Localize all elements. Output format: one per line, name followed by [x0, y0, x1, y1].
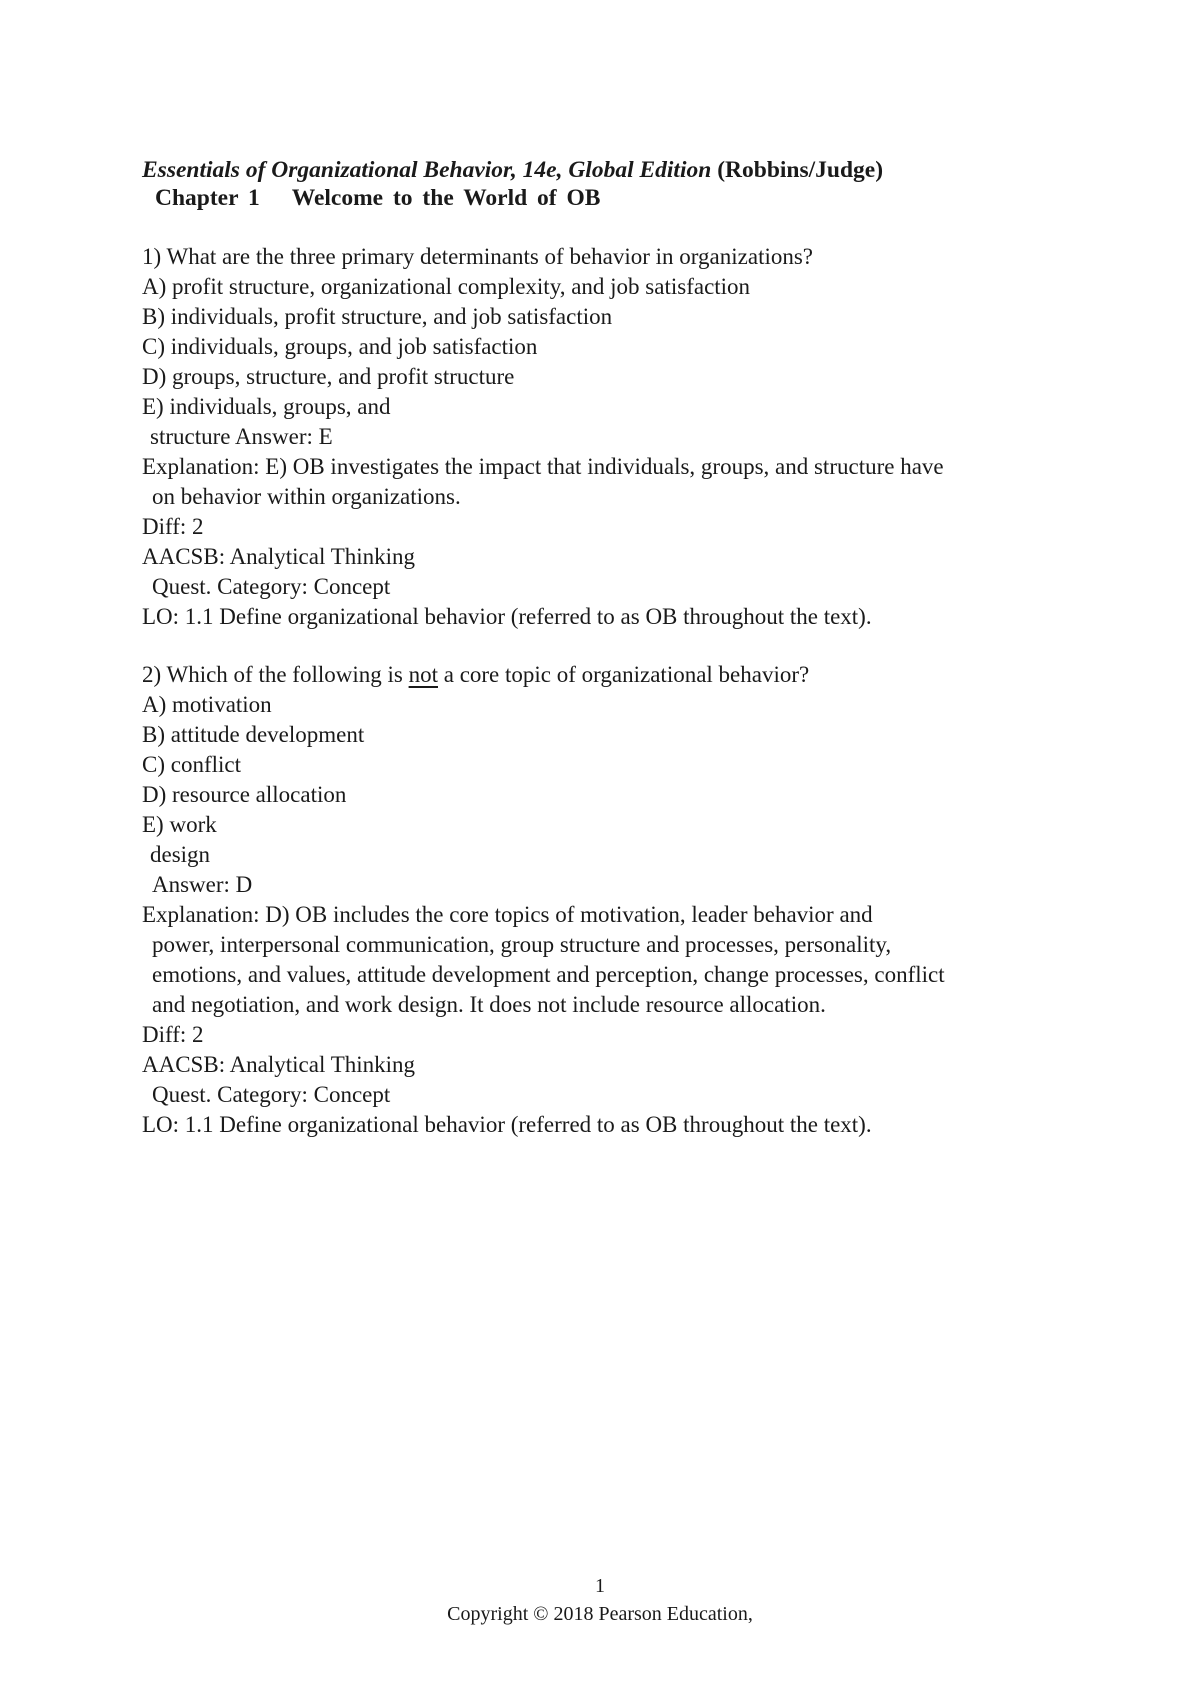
difficulty: Diff: 2: [142, 514, 204, 539]
option-e: E) work: [142, 812, 217, 837]
option-d: D) resource allocation: [142, 782, 347, 807]
learning-objective: LO: 1.1 Define organizational behavior (referred to as OB throughout the text).: [142, 1112, 872, 1137]
explanation-line-2: on behavior within organizations.: [152, 484, 461, 509]
explanation-line-1: Explanation: D) OB includes the core topics of motivation, leader behavior and: [142, 902, 873, 927]
chapter-title: Welcome to the World of OB: [291, 185, 601, 211]
question-text: 1) What are the three primary determinants of behavior in organizations?: [142, 244, 814, 269]
question-text-end: a core topic of organizational behavior?: [437, 662, 810, 687]
aacsb: AACSB: Analytical Thinking: [142, 1052, 416, 1077]
option-c: C) individuals, groups, and job satisfaction: [142, 334, 538, 359]
page-content: [142, 156, 1062, 1140]
book-authors: (Robbins/Judge): [717, 157, 884, 183]
option-c: C) conflict: [142, 752, 241, 777]
question-category: Quest. Category: Concept: [152, 574, 391, 599]
explanation-line-3: emotions, and values, attitude development and perception, change processes, conflict: [152, 962, 945, 987]
option-e-continued-answer: structure Answer: E: [150, 424, 333, 449]
page-number: 1: [595, 1575, 605, 1597]
question-1: [142, 242, 1062, 632]
question-2: [142, 660, 1062, 1140]
option-d: D) groups, structure, and profit structure: [142, 364, 515, 389]
option-b: B) individuals, profit structure, and job satisfaction: [142, 304, 613, 329]
explanation-line-4: and negotiation, and work design. It does not include resource allocation.: [152, 992, 826, 1017]
answer: Answer: D: [152, 872, 253, 897]
book-title: Essentials of Organizational Behavior, 14e, Global Edition: [142, 157, 712, 183]
copyright-notice: Copyright © 2018 Pearson Education,: [447, 1603, 753, 1625]
document-title: [142, 156, 1062, 184]
difficulty: Diff: 2: [142, 1022, 204, 1047]
option-b: B) attitude development: [142, 722, 365, 747]
question-text-start: 2) Which of the following is: [142, 662, 409, 687]
explanation-line-1: Explanation: E) OB investigates the impact that individuals, groups, and structure have: [142, 454, 944, 479]
question-emphasis: not: [408, 662, 438, 687]
explanation-line-2: power, interpersonal communication, group structure and processes, personality,: [152, 932, 892, 957]
question-text: [142, 660, 1062, 690]
question-category: Quest. Category: Concept: [152, 1082, 391, 1107]
option-a: A) motivation: [142, 692, 272, 717]
chapter-heading: [142, 184, 1062, 212]
aacsb: AACSB: Analytical Thinking: [142, 544, 416, 569]
option-e: E) individuals, groups, and: [142, 394, 391, 419]
chapter-label: Chapter 1: [155, 185, 260, 211]
option-a: A) profit structure, organizational complexity, and job satisfaction: [142, 274, 751, 299]
learning-objective: LO: 1.1 Define organizational behavior (referred to as OB throughout the text).: [142, 604, 872, 629]
option-e-continued: design: [150, 842, 211, 867]
